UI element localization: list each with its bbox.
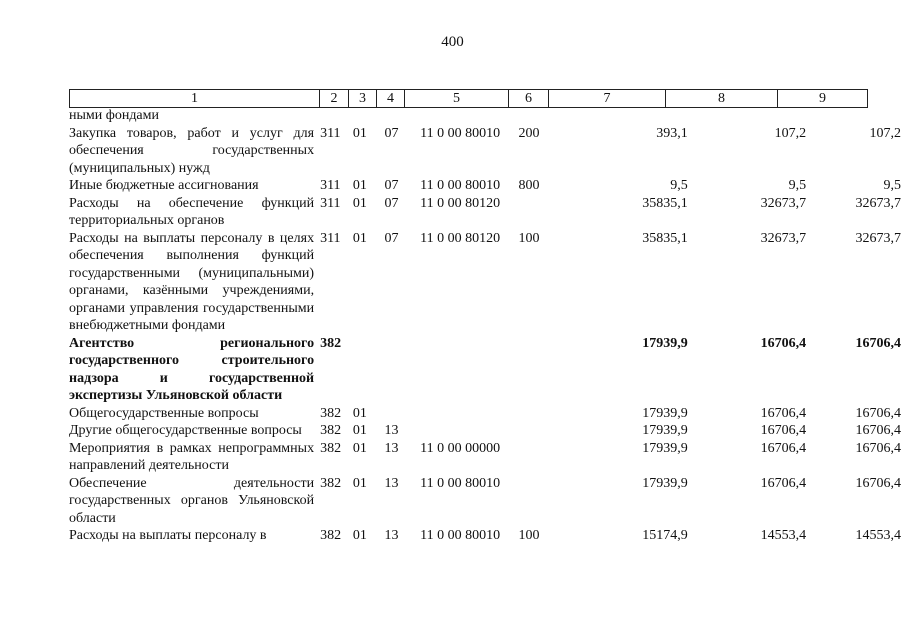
row-admin-code: 382	[320, 423, 342, 438]
row-amount-col8: 16706,4	[760, 405, 807, 421]
row-amount-col7: 17939,9	[642, 405, 688, 421]
row-name: Общегосударственные вопросы	[69, 405, 259, 421]
budget-table	[69, 107, 905, 545]
row-admin-code: 311	[320, 195, 341, 211]
row-amount-col9: 32673,7	[855, 195, 901, 211]
row-target-article: 11 0 00 80120	[420, 195, 501, 211]
row-expense-type: 100	[518, 230, 540, 246]
row-section	[349, 107, 381, 125]
row-amount-col7: 17939,9	[642, 335, 688, 351]
row-admin-code: 382	[320, 335, 342, 351]
table-row	[69, 405, 905, 423]
table-row	[69, 230, 905, 335]
row-section: 01	[352, 423, 367, 438]
row-amount-col9: 16706,4	[855, 335, 901, 351]
header-col-4: 4	[377, 90, 405, 108]
row-admin-code: 382	[320, 440, 342, 456]
table-row	[69, 125, 905, 178]
table-body	[69, 107, 905, 545]
table-row	[69, 335, 905, 405]
table-row	[69, 475, 905, 528]
row-amount-col9: 16706,4	[855, 440, 901, 456]
row-name: Мероприятия в рамках непрограммных направлений деятельности	[69, 440, 315, 473]
row-amount-col8: 16706,4	[760, 475, 807, 491]
row-section: 01	[352, 528, 367, 543]
row-target-article: 11 0 00 80010	[420, 475, 501, 491]
row-subsection: 13	[384, 528, 399, 543]
row-target-article: 11 0 00 80010	[420, 125, 501, 141]
row-amount-col8: 14553,4	[760, 528, 807, 543]
row-amount-col8: 32673,7	[760, 195, 807, 211]
header-col-2: 2	[320, 90, 349, 108]
header-col-5: 5	[405, 90, 509, 108]
row-section	[349, 335, 381, 405]
page-number: 400	[441, 34, 464, 50]
row-target-article: 11 0 00 80010	[420, 528, 501, 543]
row-name: Расходы на выплаты персоналу в	[69, 528, 267, 543]
row-expense-type: 200	[518, 125, 540, 141]
row-amount-col7: 393,1	[656, 125, 688, 141]
row-section: 01	[352, 178, 367, 193]
row-expense-type: 100	[518, 528, 540, 543]
row-name: Агентство регионального государственного строительного надзора и государственной экспертизы Ульяновской области	[69, 335, 315, 403]
row-subsection	[380, 405, 412, 423]
row-subsection	[380, 107, 412, 125]
row-expense-type	[515, 405, 559, 423]
row-target-article	[412, 422, 514, 440]
row-amount-col9: 16706,4	[855, 405, 901, 421]
table-row	[69, 422, 905, 440]
row-admin-code: 311	[320, 178, 341, 193]
row-subsection: 13	[384, 423, 399, 438]
header-col-1: 1	[70, 90, 320, 108]
row-expense-type	[515, 335, 559, 405]
row-target-article: 11 0 00 80010	[420, 178, 501, 193]
column-number-header	[69, 89, 868, 108]
row-expense-type: 800	[518, 178, 540, 193]
row-amount-col8	[696, 107, 812, 125]
header-col-7: 7	[549, 90, 666, 108]
row-subsection: 13	[384, 440, 399, 456]
row-admin-code: 382	[320, 475, 342, 491]
header-col-8: 8	[666, 90, 778, 108]
row-name: Другие общегосударственные вопросы	[69, 423, 302, 438]
row-amount-col7: 17939,9	[642, 423, 688, 438]
row-expense-type	[515, 475, 559, 528]
table-row	[69, 177, 905, 195]
row-amount-col9: 14553,4	[855, 528, 901, 543]
table-row	[69, 527, 905, 545]
row-amount-col8: 16706,4	[760, 440, 807, 456]
row-amount-col8: 16706,4	[760, 335, 807, 351]
row-name: Обеспечение деятельности государственных органов Ульяновской области	[69, 475, 315, 526]
table-row	[69, 195, 905, 230]
row-amount-col9: 107,2	[869, 125, 901, 141]
row-amount-col9: 9,5	[883, 178, 901, 193]
row-amount-col9	[812, 107, 905, 125]
row-admin-code: 311	[320, 125, 341, 141]
row-subsection: 07	[384, 178, 399, 193]
row-section: 01	[352, 195, 367, 211]
row-name: Расходы на выплаты персоналу в целях обеспечения выполнения функций государственными (муниципальными) органами, казёнными учреждениями, органами управления государственными внебюджетными фондами	[69, 230, 315, 333]
row-admin-code: 382	[320, 528, 342, 543]
row-name: Расходы на обеспечение функций территориальных органов	[69, 195, 315, 228]
row-admin-code: 382	[320, 405, 342, 421]
row-admin-code: 311	[320, 230, 341, 246]
row-target-article	[412, 405, 514, 423]
row-target-article	[412, 335, 514, 405]
row-name: Иные бюджетные ассигнования	[69, 178, 259, 193]
row-name: Закупка товаров, работ и услуг для обеспечения государственных (муниципальных) нужд	[69, 125, 315, 176]
row-subsection: 13	[384, 475, 399, 491]
table-row	[69, 107, 905, 125]
row-admin-code	[316, 107, 349, 125]
header-col-6: 6	[509, 90, 549, 108]
row-amount-col8: 9,5	[788, 178, 807, 193]
table-row	[69, 440, 905, 475]
row-section: 01	[352, 405, 367, 421]
row-expense-type	[515, 195, 559, 230]
row-target-article: 11 0 00 00000	[420, 440, 501, 456]
header-col-9: 9	[778, 90, 868, 108]
row-amount-col9: 16706,4	[855, 475, 901, 491]
row-subsection: 07	[384, 230, 399, 246]
row-amount-col7	[558, 107, 696, 125]
row-subsection: 07	[384, 195, 399, 211]
row-target-article: 11 0 00 80120	[420, 230, 501, 246]
row-section: 01	[352, 230, 367, 246]
row-amount-col8: 16706,4	[760, 423, 807, 438]
row-expense-type	[515, 422, 559, 440]
row-amount-col8: 107,2	[774, 125, 807, 141]
row-subsection: 07	[384, 125, 399, 141]
row-amount-col7: 17939,9	[642, 440, 688, 456]
row-section: 01	[352, 475, 367, 491]
row-amount-col9: 32673,7	[855, 230, 901, 246]
row-subsection	[380, 335, 412, 405]
row-name: ными фондами	[69, 108, 160, 123]
row-amount-col7: 9,5	[670, 178, 688, 193]
row-section: 01	[352, 125, 367, 141]
row-amount-col9: 16706,4	[855, 423, 901, 438]
row-target-article	[412, 107, 514, 125]
row-expense-type	[515, 440, 559, 475]
row-amount-col8: 32673,7	[760, 230, 807, 246]
row-amount-col7: 17939,9	[642, 475, 688, 491]
row-amount-col7: 15174,9	[642, 528, 688, 543]
row-section: 01	[352, 440, 367, 456]
row-expense-type	[515, 107, 559, 125]
row-amount-col7: 35835,1	[642, 230, 688, 246]
header-col-3: 3	[349, 90, 377, 108]
row-amount-col7: 35835,1	[642, 195, 688, 211]
